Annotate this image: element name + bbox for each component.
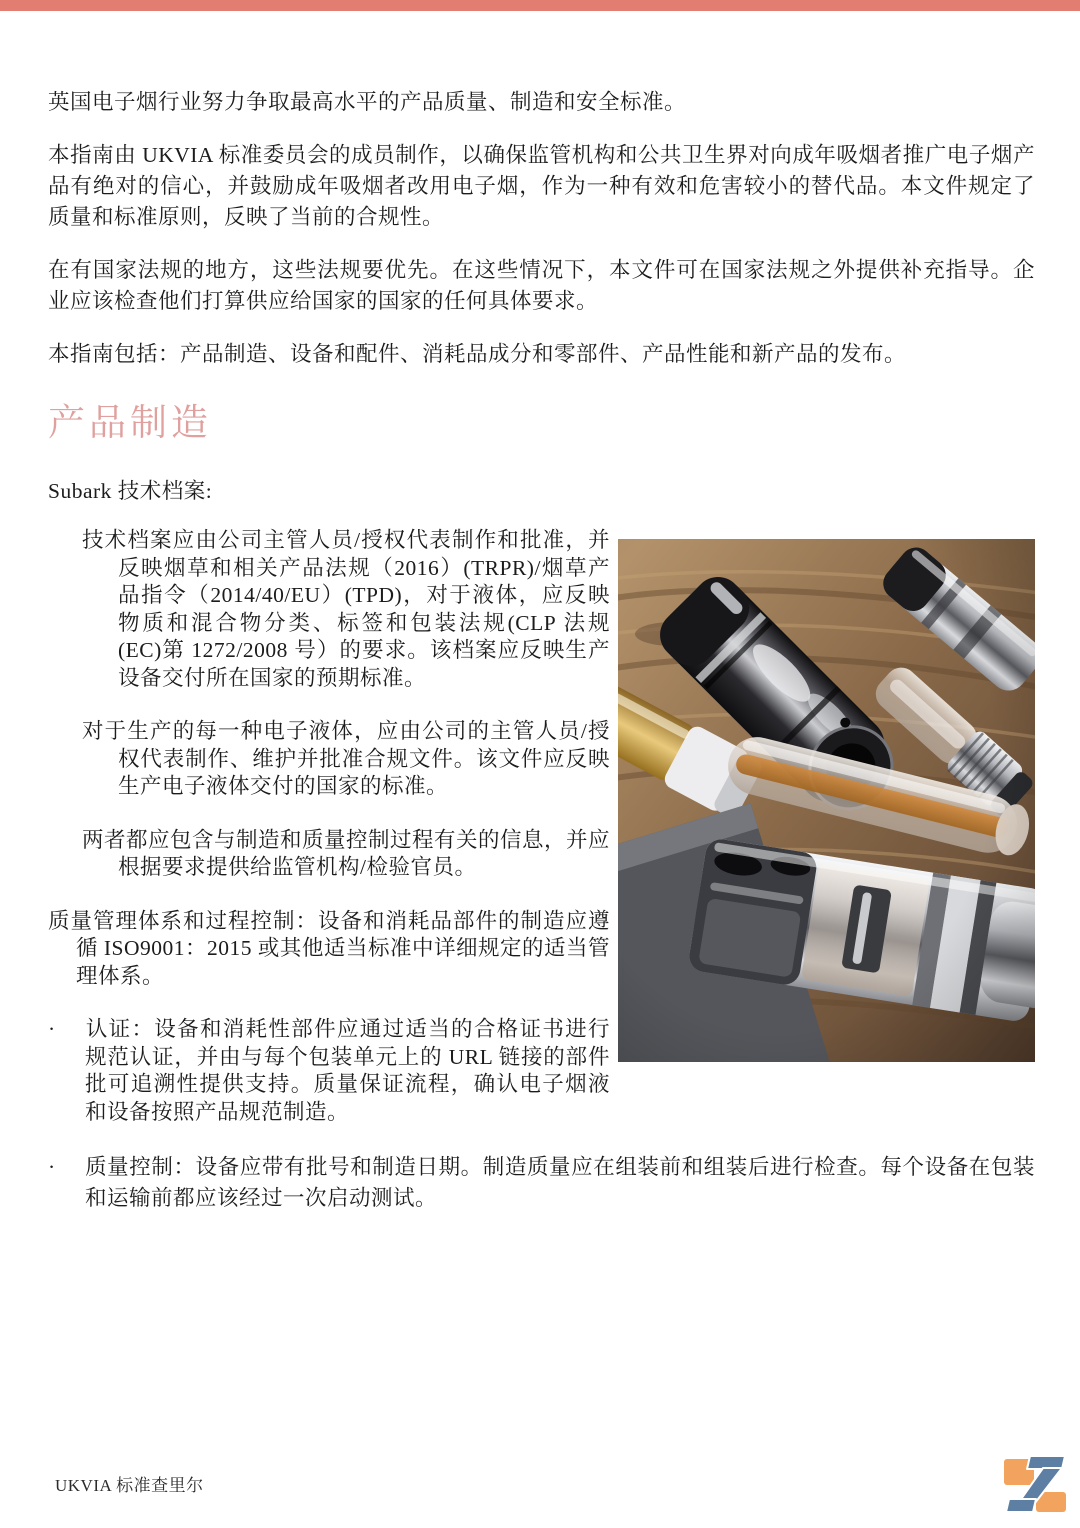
bullet-item-quality-control <box>48 1152 1035 1214</box>
section-subheading: Subark 技术档案: <box>48 479 213 503</box>
bullet-text: 质量控制：设备应带有批号和制造日期。制造质量应在组装前和组装后进行检查。每个设备在包装和运输前都应该经过一次启动测试。 <box>85 1155 1035 1210</box>
qms-paragraph: 质量管理体系和过程控制：设备和消耗品部件的制造应遵循 ISO9001：2015 或其他适当标准中详细规定的适当管理体系。 <box>48 908 610 988</box>
bullet-text: 认证：设备和消耗性部件应通过适当的合格证书进行规范认证，并由与每个包装单元上的 URL 链接的部件批可追溯性提供支持。质量保证流程，确认电子烟液和设备按照产品规范制造。 <box>85 1017 610 1124</box>
z-logo-icon <box>1003 1455 1067 1513</box>
intro-paragraph-2: 本指南由 UKVIA 标准委员会的成员制作，以确保监管机构和公共卫生界对向成年吸烟者推广电子烟产品有绝对的信心，并鼓励成年吸烟者改用电子烟，作为一种有效和危害较小的替代品。本文件规定了质量和标准原则，反映了当前的合规性。 <box>48 143 1035 229</box>
bullet-marker: · <box>48 1155 56 1179</box>
intro-paragraph-3: 在有国家法规的地方，这些法规要优先。在这些情况下，本文件可在国家法规之外提供补充指导。企业应该检查他们打算供应给国家的国家的任何具体要求。 <box>48 258 1035 313</box>
intro-paragraph-1: 英国电子烟行业努力争取最高水平的产品质量、制造和安全标准。 <box>48 90 687 114</box>
technical-file-paragraph-2: 对于生产的每一种电子液体，应由公司的主管人员/授权代表制作、维护并批准合规文件。该文件应反映生产电子液体交付的国家的标准。 <box>82 719 610 798</box>
technical-file-paragraph-1: 技术档案应由公司主管人员/授权代表制作和批准，并反映烟草和相关产品法规（2016）(TRPR)/烟草产品指令（2014/40/EU）(TPD)，对于液体，应反映物质和混合物分类、标签和包装法规(CLP 法规(EC)第 1272/2008 号）的要求。该档案应反映生产设备交付所在国家的预期标准。 <box>82 528 610 690</box>
section-body <box>48 527 1035 1214</box>
section-heading: 产品制造 <box>48 403 212 444</box>
vape-devices-photo <box>618 539 1035 1062</box>
technical-file-paragraph-3: 两者都应包含与制造和质量控制过程有关的信息，并应根据要求提供给监管机构/检验官员。 <box>82 827 611 879</box>
intro-paragraph-4: 本指南包括：产品制造、设备和配件、消耗品成分和零部件、产品性能和新产品的发布。 <box>48 342 907 366</box>
footer-text: UKVIA 标准查里尔 <box>55 1476 204 1495</box>
document-content <box>0 11 1080 1214</box>
top-accent-bar <box>0 0 1080 11</box>
bullet-marker: · <box>48 1017 56 1041</box>
